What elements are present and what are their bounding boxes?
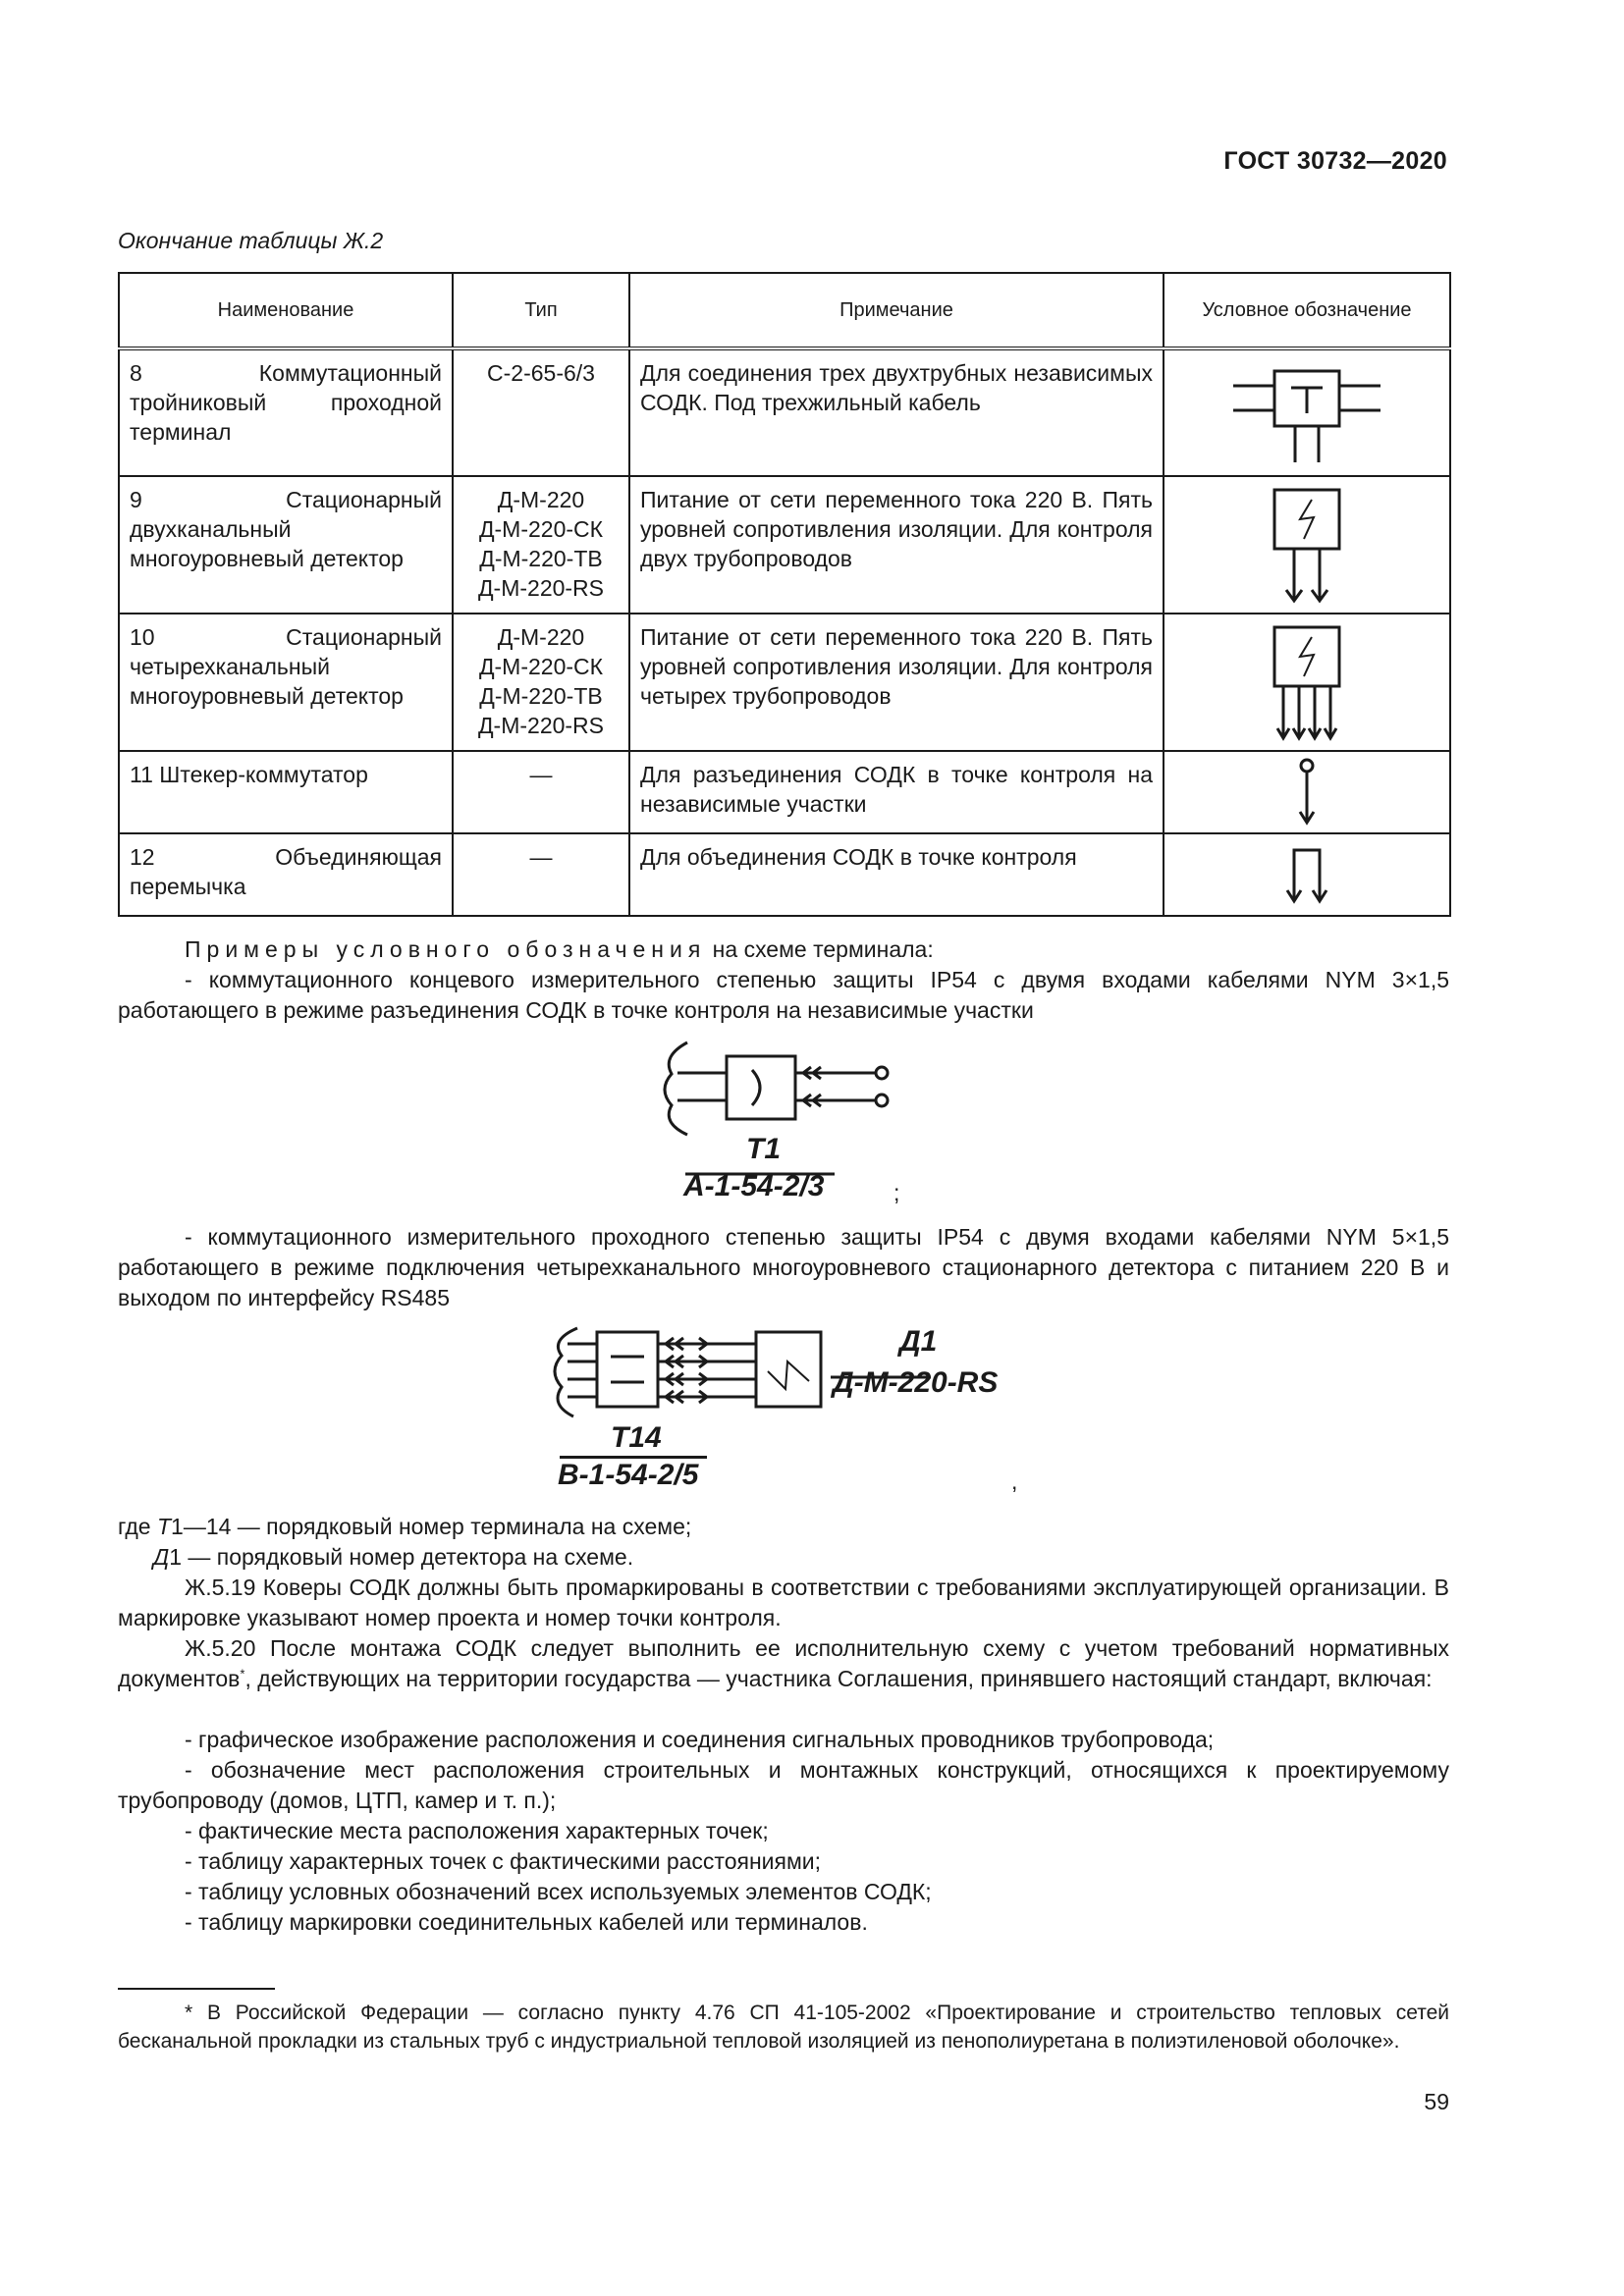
- row-type: [453, 348, 629, 476]
- standard-header: ГОСТ 30732—2020: [1223, 147, 1447, 175]
- where-prefix: где: [118, 1514, 157, 1539]
- list-item: - фактические места расположения характерных точек;: [185, 1818, 769, 1843]
- examples-intro-rest: на схеме терминала:: [706, 936, 934, 962]
- footnote-marker: *: [240, 1666, 245, 1682]
- diagram-2-label-bottom: В-1-54-2/5: [558, 1459, 699, 1491]
- diagram-2-detector-top: Д1: [899, 1325, 938, 1358]
- symbols-table: [118, 272, 1451, 917]
- tee-pass-terminal-icon: [1228, 359, 1385, 467]
- row-type: [453, 476, 629, 614]
- section-zh-5-20: [118, 1633, 1449, 1694]
- type-value: С-2-65-6/3: [487, 360, 595, 386]
- where-d-letter: Д: [153, 1544, 170, 1570]
- type-value: Д-М-220-RS: [477, 575, 605, 601]
- where-line-1-rest: 1—14 — порядковый номер терминала на схеме;: [171, 1514, 692, 1539]
- four-channel-detector-icon: [1263, 621, 1351, 744]
- row-note: Для соединения трех двухтрубных независимых СОДК. Под трехжильный кабель: [629, 348, 1164, 476]
- column-header-type: Тип: [453, 273, 629, 348]
- column-header-name: Наименование: [119, 273, 453, 348]
- row-symbol: [1164, 833, 1450, 916]
- type-value: Д-М-220: [497, 487, 585, 512]
- table-row: [119, 833, 1450, 916]
- row-note: Для разъединения СОДК в точке контроля на независимые участки: [629, 751, 1164, 833]
- list-item: - таблицу маркировки соединительных кабелей или терминалов.: [185, 1909, 868, 1935]
- row-type: [453, 833, 629, 916]
- section-zh-5-20-text-a: Ж.5.20 После монтажа СОДК следует выполнить ее исполнительную схему с учетом требований нормативных документов: [118, 1635, 1449, 1691]
- diagram-2-label-top: Т14: [611, 1421, 662, 1454]
- where-line-2: [153, 1542, 633, 1573]
- section-zh-5-19: Ж.5.19 Коверы СОДК должны быть промаркированы в соответствии с требованиями эксплуатирующей организации. В маркировке указывают номер проекта и номер точки контроля.: [118, 1575, 1449, 1630]
- examples-intro: [118, 934, 1449, 965]
- type-value: Д-М-220-RS: [477, 713, 605, 738]
- list-item: - таблицу характерных точек с фактическими расстояниями;: [185, 1848, 821, 1874]
- table-row: [119, 348, 1450, 476]
- footnote: * В Российской Федерации — согласно пункту 4.76 СП 41-105-2002 «Проектирование и строительство тепловых сетей бесканальной прокладки из стальных труб с индустриальной тепловой изоляцией из пенополиуретана в полиэтиленовой оболочке».: [118, 2002, 1449, 2053]
- row-type: [453, 614, 629, 751]
- plug-switch-icon: [1287, 757, 1326, 828]
- row-symbol: [1164, 751, 1450, 833]
- type-value: Д-М-220-СК: [478, 516, 604, 542]
- diagram-1-label-top: Т1: [746, 1133, 782, 1165]
- list-item: - обозначение мест расположения строительных и монтажных конструкций, относящихся к проектируемому трубопроводу (домов, ЦТП, камер и т. п.);: [118, 1757, 1449, 1813]
- row-name: 8 Коммутационный тройниковый проходной терминал: [119, 348, 453, 476]
- diagram-2-detector-bottom: Д-М-220-RS: [833, 1366, 999, 1399]
- where-line-1: [118, 1512, 691, 1542]
- row-type: [453, 751, 629, 833]
- type-value: Д-М-220-ТВ: [479, 546, 603, 571]
- table-header-row: [119, 273, 1450, 348]
- row-symbol: [1164, 614, 1450, 751]
- diagram-2-trailing-comma: ,: [1011, 1468, 1018, 1494]
- row-name: 10 Стационарный четырехканальный многоуровневый детектор: [119, 614, 453, 751]
- list-item: - таблицу условных обозначений всех используемых элементов СОДК;: [185, 1879, 932, 1904]
- table-row: [119, 614, 1450, 751]
- row-symbol: [1164, 476, 1450, 614]
- table-row: [119, 476, 1450, 614]
- row-note: Для объединения СОДК в точке контроля: [629, 833, 1164, 916]
- diagram-1-trailing-semicolon: ;: [893, 1180, 900, 1205]
- where-line-2-rest: 1 — порядковый номер детектора на схеме.: [169, 1544, 634, 1570]
- diagram-1-label-bottom: А-1-54-2/3: [683, 1170, 825, 1202]
- row-note: Питание от сети переменного тока 220 В. Пять уровней сопротивления изоляции. Для контроля двух трубопроводов: [629, 476, 1164, 614]
- row-name: 11 Штекер-коммутатор: [119, 751, 453, 833]
- row-name: 12 Объединяющая перемычка: [119, 833, 453, 916]
- type-value: Д-М-220-СК: [478, 654, 604, 679]
- row-symbol: [1164, 348, 1450, 476]
- examples-intro-spaced: Примеры условного обозначения: [185, 936, 707, 962]
- table-caption: Окончание таблицы Ж.2: [118, 228, 384, 253]
- column-header-note: Примечание: [629, 273, 1164, 348]
- table-row: [119, 751, 1450, 833]
- type-value: Д-М-220: [497, 624, 585, 650]
- type-value: —: [529, 762, 553, 787]
- example-1-text: - коммутационного концевого измерительного степенью защиты IP54 с двумя входами кабелями NYM 3×1,5 работающего в режиме разъединения СОДК в точке контроля на независимые участки: [118, 967, 1449, 1023]
- type-value: —: [529, 844, 553, 870]
- jumper-icon: [1282, 844, 1331, 905]
- list-item: - графическое изображение расположения и соединения сигнальных проводников трубопровода;: [185, 1727, 1215, 1752]
- column-header-symbol: Условное обозначение: [1164, 273, 1450, 348]
- type-value: Д-М-220-ТВ: [479, 683, 603, 709]
- section-zh-5-20-text-b: , действующих на территории государства — участника Соглашения, принявшего настоящий стандарт, включая:: [244, 1666, 1433, 1691]
- where-t-letter: Т: [156, 1514, 172, 1539]
- row-note: Питание от сети переменного тока 220 В. Пять уровней сопротивления изоляции. Для контроля четырех трубопроводов: [629, 614, 1164, 751]
- row-name: 9 Стационарный двухканальный многоуровневый детектор: [119, 476, 453, 614]
- example-2-text: - коммутационного измерительного проходного степенью защиты IP54 с двумя входами кабелями NYM 5×1,5 работающего в режиме подключения четырехканального многоуровневого стационарного детектора с питанием 220 В и выходом по интерфейсу RS485: [118, 1224, 1449, 1310]
- two-channel-detector-icon: [1263, 484, 1351, 607]
- footnote-separator: [118, 1988, 275, 1990]
- page-number: 59: [1424, 2089, 1449, 2114]
